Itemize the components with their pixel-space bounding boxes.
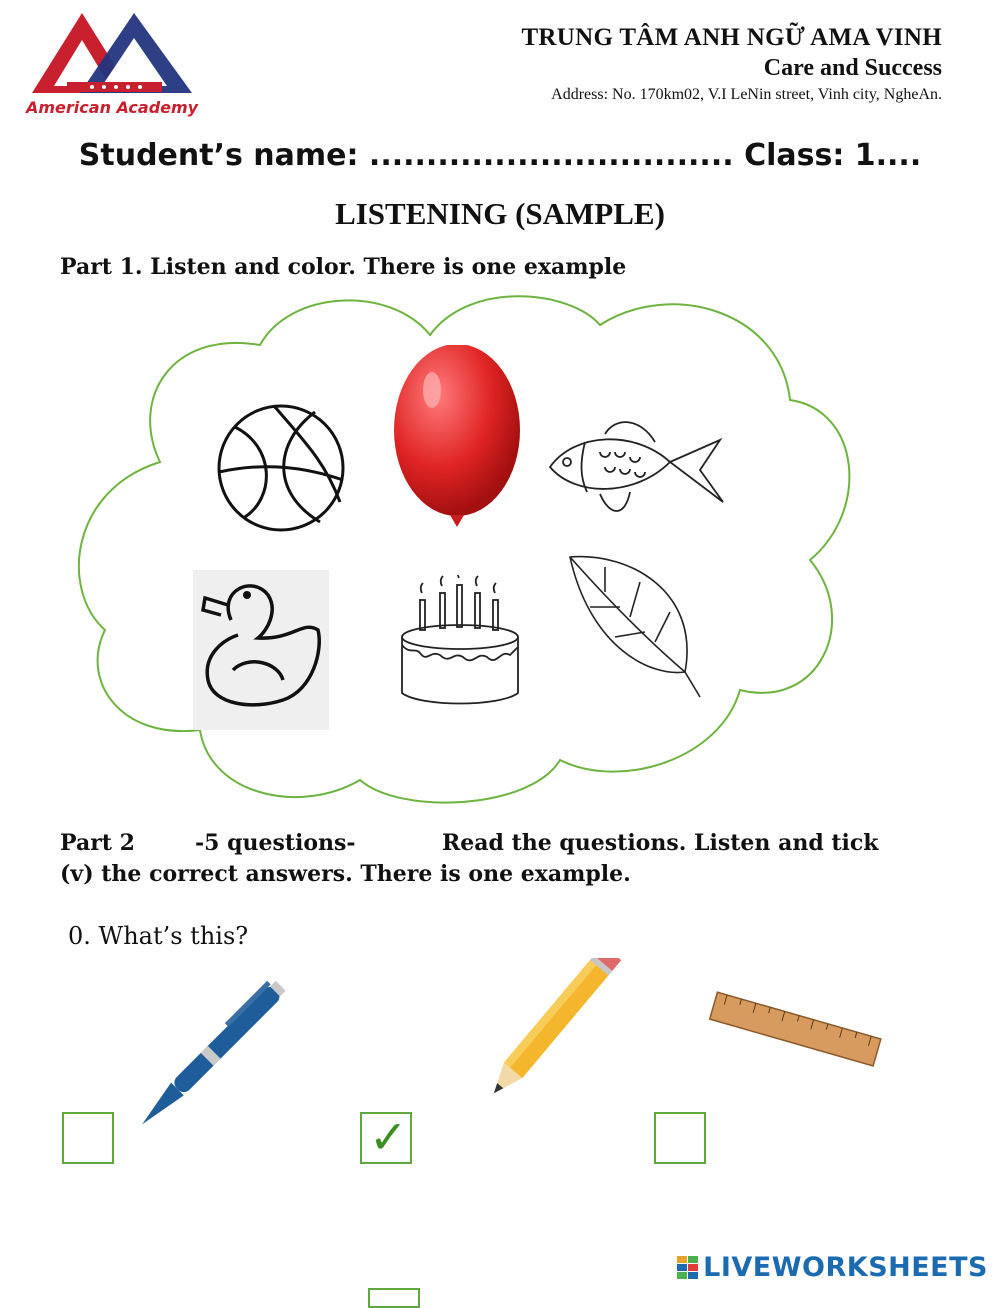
pen-picture[interactable] <box>125 980 285 1140</box>
next-question-checkbox[interactable] <box>368 1288 420 1308</box>
basketball-picture[interactable] <box>215 402 347 534</box>
worksheet-title: LISTENING (SAMPLE) <box>335 196 665 231</box>
part1-heading: Part 1. Listen and color. There is one example <box>60 254 627 280</box>
part2-instruction-a: Read the questions. Listen and tick <box>442 830 879 856</box>
pencil-picture[interactable] <box>448 958 623 1123</box>
rubber-duck-picture[interactable] <box>193 570 329 730</box>
ruler-picture[interactable] <box>705 985 885 1075</box>
red-balloon-picture[interactable] <box>390 345 525 545</box>
part1-cloud <box>60 290 860 810</box>
logo-text: American Academy <box>26 98 199 117</box>
liveworksheets-logo-icon <box>677 1256 699 1280</box>
leaf-picture[interactable] <box>560 552 710 702</box>
address: Address: No. 170km02, V.I LeNin street, Vinh city, NgheAn. <box>551 86 942 103</box>
answer-checkbox-ruler[interactable] <box>654 1112 706 1164</box>
question-0: 0. What’s this? <box>68 922 249 950</box>
birthday-cake-picture[interactable] <box>395 575 525 710</box>
liveworksheets-brand <box>677 1252 988 1283</box>
american-academy-logo <box>22 8 202 123</box>
student-name-class-line: Student’s name: ................................ Class: 1.... <box>78 138 922 173</box>
checkmark-icon: ✓ <box>369 1110 408 1164</box>
part2-instruction-b: (v) the correct answers. There is one example. <box>60 861 631 887</box>
slogan: Care and Success <box>763 55 942 81</box>
part2-question-count: -5 questions- <box>195 830 356 856</box>
part2-label: Part 2 <box>60 830 135 856</box>
brand-text: LIVEWORKSHEETS <box>703 1252 988 1283</box>
center-name: TRUNG TÂM ANH NGỮ AMA VINH <box>521 24 942 51</box>
answer-checkbox-pen[interactable] <box>62 1112 114 1164</box>
answer-checkbox-pencil[interactable] <box>360 1112 412 1164</box>
fish-picture[interactable] <box>545 412 730 527</box>
